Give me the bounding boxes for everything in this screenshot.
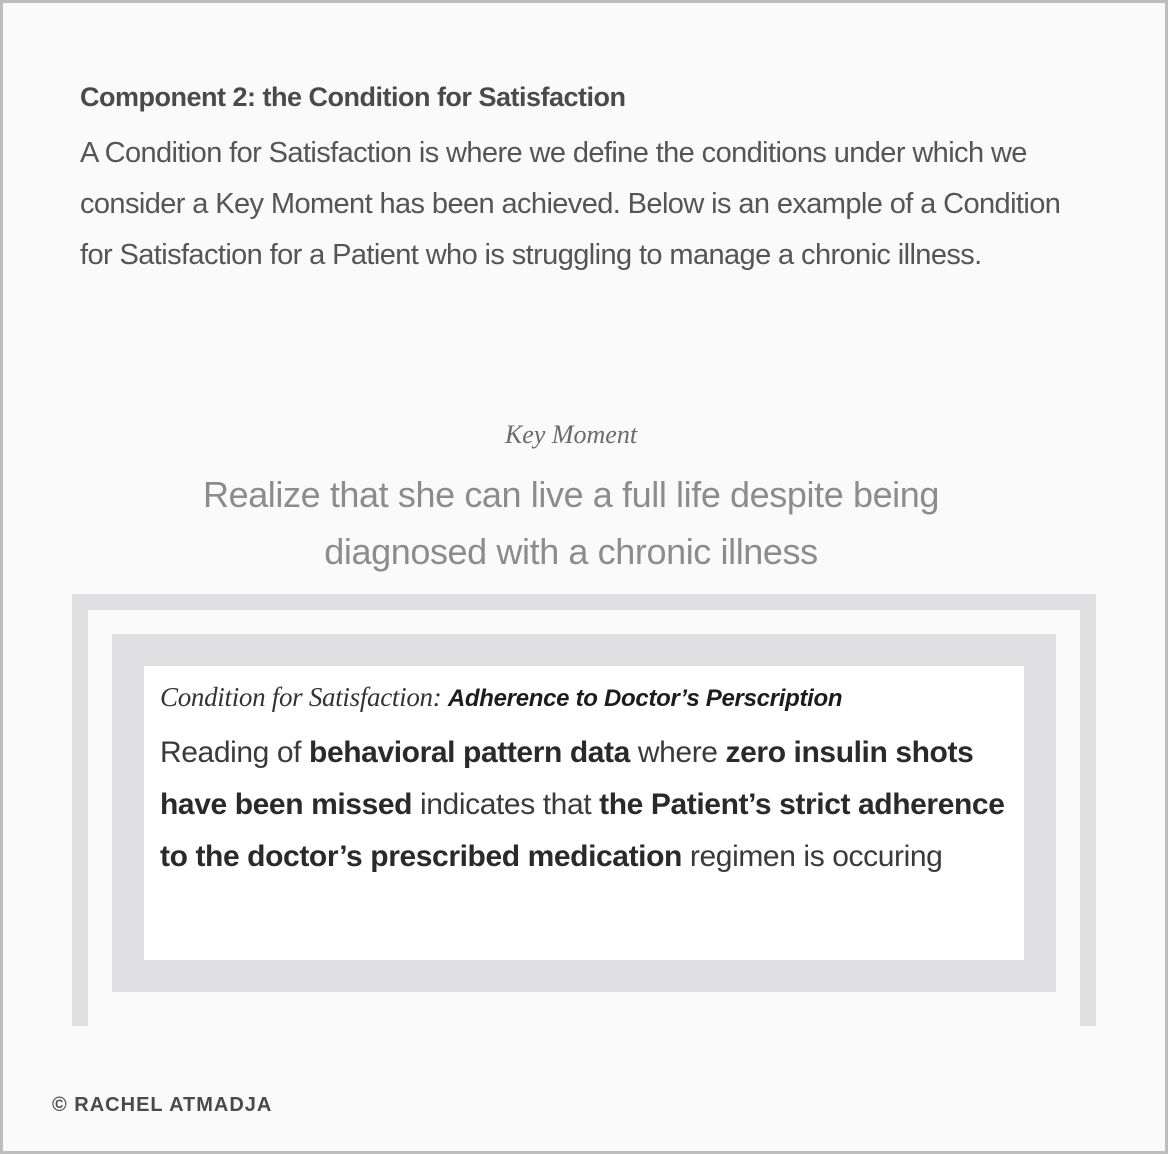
condition-title: [160, 682, 1008, 713]
condition-body-bold-3: the Patient’s strict adherence to the doctor’s prescribed medication: [160, 788, 1005, 873]
condition-body-text-2: where: [629, 736, 726, 769]
condition-label: Condition for Satisfaction:: [160, 682, 442, 712]
copyright-notice: © RACHEL ATMADJA: [52, 1094, 273, 1116]
condition-body-text-3: indicates that: [412, 788, 600, 821]
condition-card: [144, 666, 1024, 960]
condition-body-bold-1: behavioral pattern data: [309, 736, 630, 769]
section-heading: Component 2: the Condition for Satisfaction: [80, 82, 626, 112]
condition-name: Adherence to Doctor’s Perscription: [447, 685, 843, 712]
key-moment-text: Realize that she can live a full life despite being diagnosed with a chronic illness: [202, 474, 940, 572]
condition-body-text-1: Reading of: [160, 736, 310, 769]
condition-body-text-4: regimen is occuring: [681, 840, 943, 873]
key-moment-label: Key Moment: [504, 420, 638, 449]
intro-paragraph: A Condition for Satisfaction is where we define the conditions under which we consider a Key Moment has been achieved. Below is an example of a Condition for Satisfaction for a Patient who is struggling to manage a chronic illness.: [80, 137, 1061, 271]
condition-body-bold-2: zero insulin shots have been missed: [160, 736, 974, 821]
condition-body: [160, 727, 1008, 883]
